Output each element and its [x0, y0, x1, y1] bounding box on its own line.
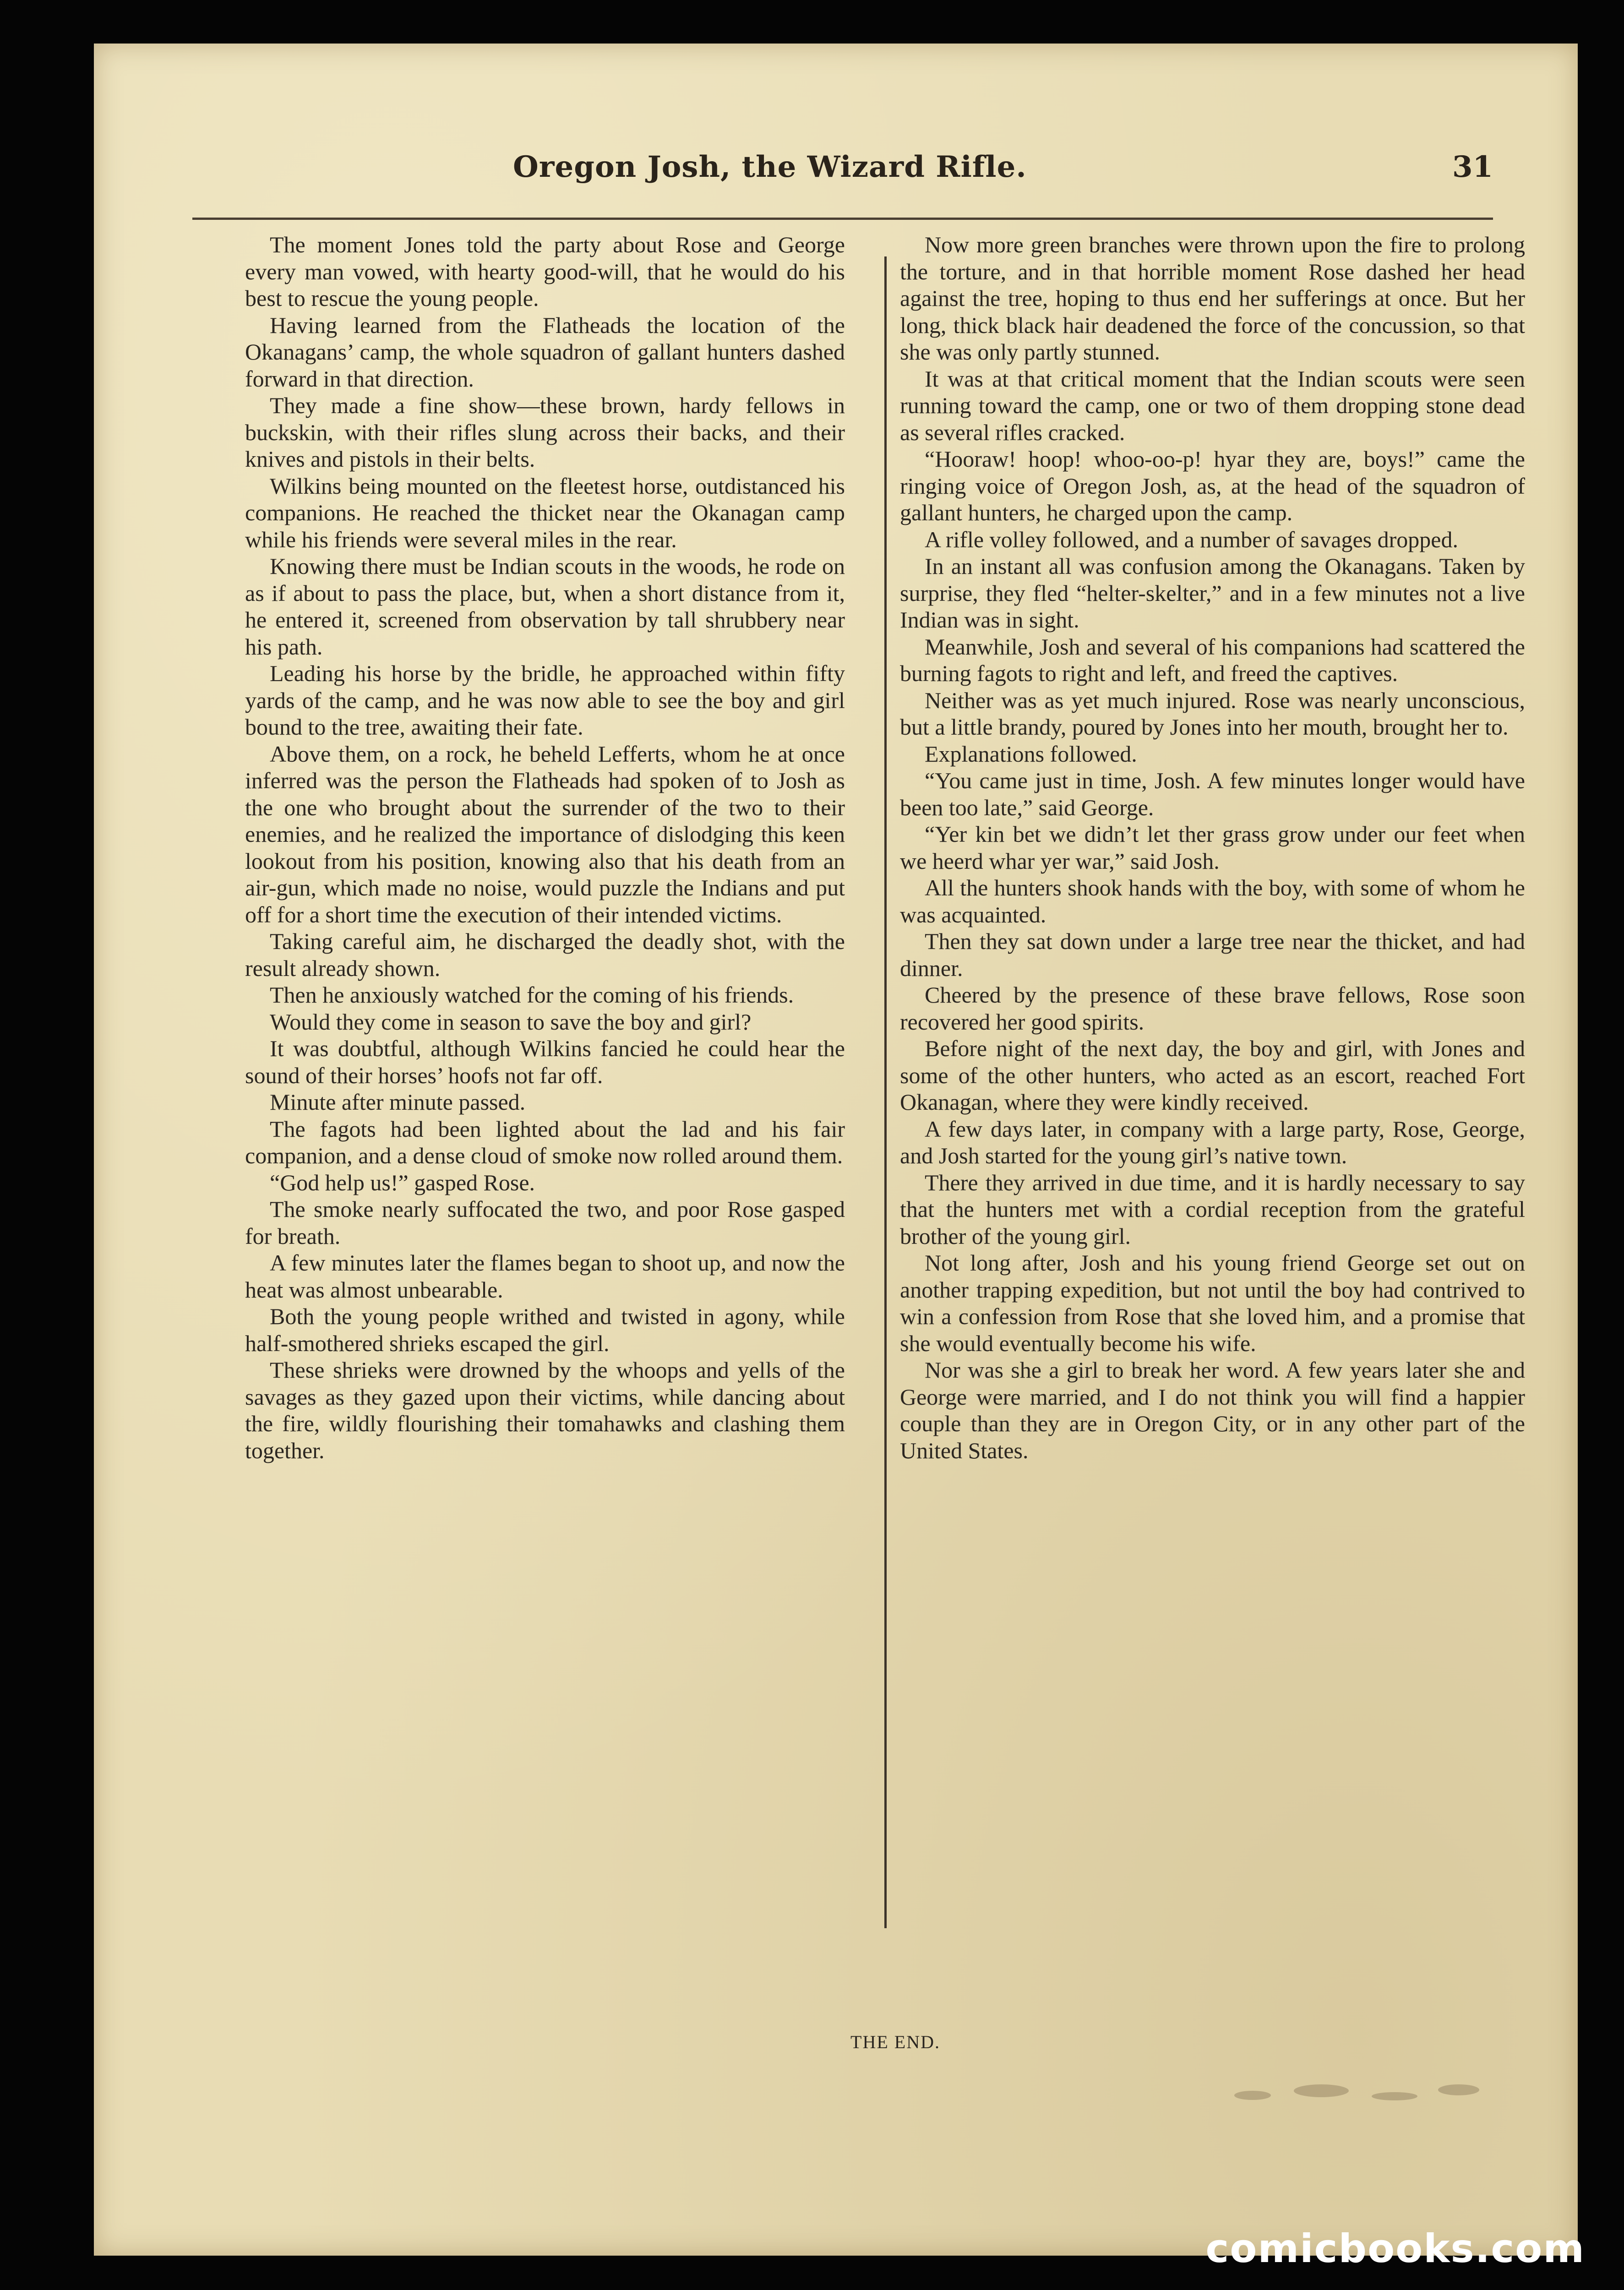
right-column	[900, 231, 1525, 1464]
paragraph: Meanwhile, Josh and several of his companions had scattered the burning fagots to right and left, and freed the captives.	[900, 633, 1525, 686]
paragraph: Both the young people writhed and twisted in agony, while half-smothered shrieks escaped the girl.	[245, 1303, 845, 1356]
paragraph: Before night of the next day, the boy and girl, with Jones and some of the other hunters, who acted as an escort, reached Fort Okanagan, where they were kindly received.	[900, 1036, 1525, 1115]
paragraph: The fagots had been lighted about the lad and his fair companion, and a dense cloud of smoke now rolled around them.	[245, 1116, 845, 1168]
paragraph: Nor was she a girl to break her word. A few years later she and George were married, and I do not think you will find a happier couple than they are in Oregon City, or in any other part of the United States.	[900, 1357, 1525, 1463]
paragraph: Above them, on a rock, he beheld Lefferts, whom he at once inferred was the person the Flatheads had spoken of to Josh as the one who brought about the surrender of the two to their enemies, and he realized the importance of dislodging this keen lookout from his position, knowing also that his death from an air-gun, which made no noise, would puzzle the Indians and put off for a short time the execution of their intended victims.	[245, 741, 845, 927]
paragraph: There they arrived in due time, and it is hardly necessary to say that the hunters met with a cordial reception from the grateful brother of the young girl.	[900, 1169, 1525, 1249]
paragraph: A rifle volley followed, and a number of savages dropped.	[925, 526, 1458, 552]
running-header	[513, 150, 1493, 205]
header-rule	[192, 218, 1493, 220]
paragraph: These shrieks were drowned by the whoops and yells of the savages as they gazed upon their victims, while dancing about the fire, wildly flourishing their tomahawks and clashing them together.	[245, 1357, 845, 1463]
site-watermark: comicbooks.com	[1205, 2226, 1585, 2272]
paragraph: All the hunters shook hands with the boy, with some of whom he was acquainted.	[900, 875, 1525, 927]
paragraph: Now more green branches were thrown upon the fire to prolong the torture, and in that horrible moment Rose dashed her head against the tree, hoping to thus end her sufferings at once. But her long, thick black hair deadened the force of the concussion, so that she was only partly stunned.	[900, 232, 1525, 365]
paragraph: Explanations followed.	[925, 741, 1137, 767]
paragraph: Leading his horse by the bridle, he approached within fifty yards of the camp, and he was now able to see the boy and girl bound to the tree, awaiting their fate.	[245, 660, 845, 740]
paragraph: Neither was as yet much injured. Rose was nearly unconscious, but a little brandy, poured by Jones into her mouth, brought her to.	[900, 687, 1525, 740]
paragraph: Would they come in season to save the boy and girl?	[270, 1009, 752, 1035]
column-divider	[884, 256, 887, 1928]
paragraph: They made a fine show—these brown, hardy fellows in buckskin, with their rifles slung across their backs, and their knives and pistols in their belts.	[245, 393, 845, 472]
paragraph: Then he anxiously watched for the coming of his friends.	[270, 982, 794, 1008]
paragraph: Knowing there must be Indian scouts in the woods, he rode on as if about to pass the place, but, when a short distance from it, he entered it, screened from observation by tall shrubbery near his path.	[245, 553, 845, 660]
paragraph: Then they sat down under a large tree near the thicket, and had dinner.	[900, 928, 1525, 981]
the-end-label: THE END.	[850, 2032, 940, 2052]
paragraph: It was doubtful, although Wilkins fancied he could hear the sound of their horses’ hoofs not far off.	[245, 1036, 845, 1088]
book-page	[94, 44, 1578, 2256]
paragraph: A few minutes later the flames began to shoot up, and now the heat was almost unbearable.	[245, 1250, 845, 1303]
paragraph: The moment Jones told the party about Rose and George every man vowed, with hearty good-will, that he would do his best to rescue the young people.	[245, 232, 845, 311]
paragraph: “Yer kin bet we didn’t let ther grass grow under our feet when we heerd whar yer war,” said Josh.	[900, 821, 1525, 874]
paragraph: In an instant all was confusion among the Okanagans. Taken by surprise, they fled “helter-skelter,” and in a few minutes not a live Indian was in sight.	[900, 553, 1525, 632]
paragraph: Taking careful aim, he discharged the deadly shot, with the result already shown.	[245, 928, 845, 981]
paragraph: “Hooraw! hoop! whoo-oo-p! hyar they are, boys!” came the ringing voice of Oregon Josh, as, at the head of the squadron of gallant hunters, he charged upon the camp.	[900, 446, 1525, 525]
paragraph: Wilkins being mounted on the fleetest horse, outdistanced his companions. He reached the thicket near the Okanagan camp while his friends were several miles in the rear.	[245, 473, 845, 552]
paragraph: The smoke nearly suffocated the two, and poor Rose gasped for breath.	[245, 1196, 845, 1249]
paragraph: Cheered by the presence of these brave fellows, Rose soon recovered her good spirits.	[900, 982, 1525, 1035]
paragraph: “God help us!” gasped Rose.	[270, 1169, 535, 1195]
paragraph: “You came just in time, Josh. A few minutes longer would have been too late,” said George.	[900, 768, 1525, 820]
ink-smudge	[1202, 2068, 1532, 2123]
paragraph: It was at that critical moment that the Indian scouts were seen running toward the camp, one or two of them dropping stone dead as several rifles cracked.	[900, 365, 1525, 445]
paragraph: A few days later, in company with a large party, Rose, George, and Josh started for the young girl’s native town.	[900, 1116, 1525, 1168]
paragraph: Having learned from the Flatheads the location of the Okanagans’ camp, the whole squadron of gallant hunters dashed forward in that direction.	[245, 312, 845, 392]
left-column	[245, 231, 845, 1464]
paragraph: Minute after minute passed.	[270, 1089, 526, 1115]
running-title: Oregon Josh, the Wizard Rifle.	[513, 150, 1027, 184]
page-number: 31	[1452, 150, 1493, 184]
paragraph: Not long after, Josh and his young friend George set out on another trapping expedition, but not until the boy had contrived to win a confession from Rose that she loved him, and a promise that she would eventually become his wife.	[900, 1250, 1525, 1356]
